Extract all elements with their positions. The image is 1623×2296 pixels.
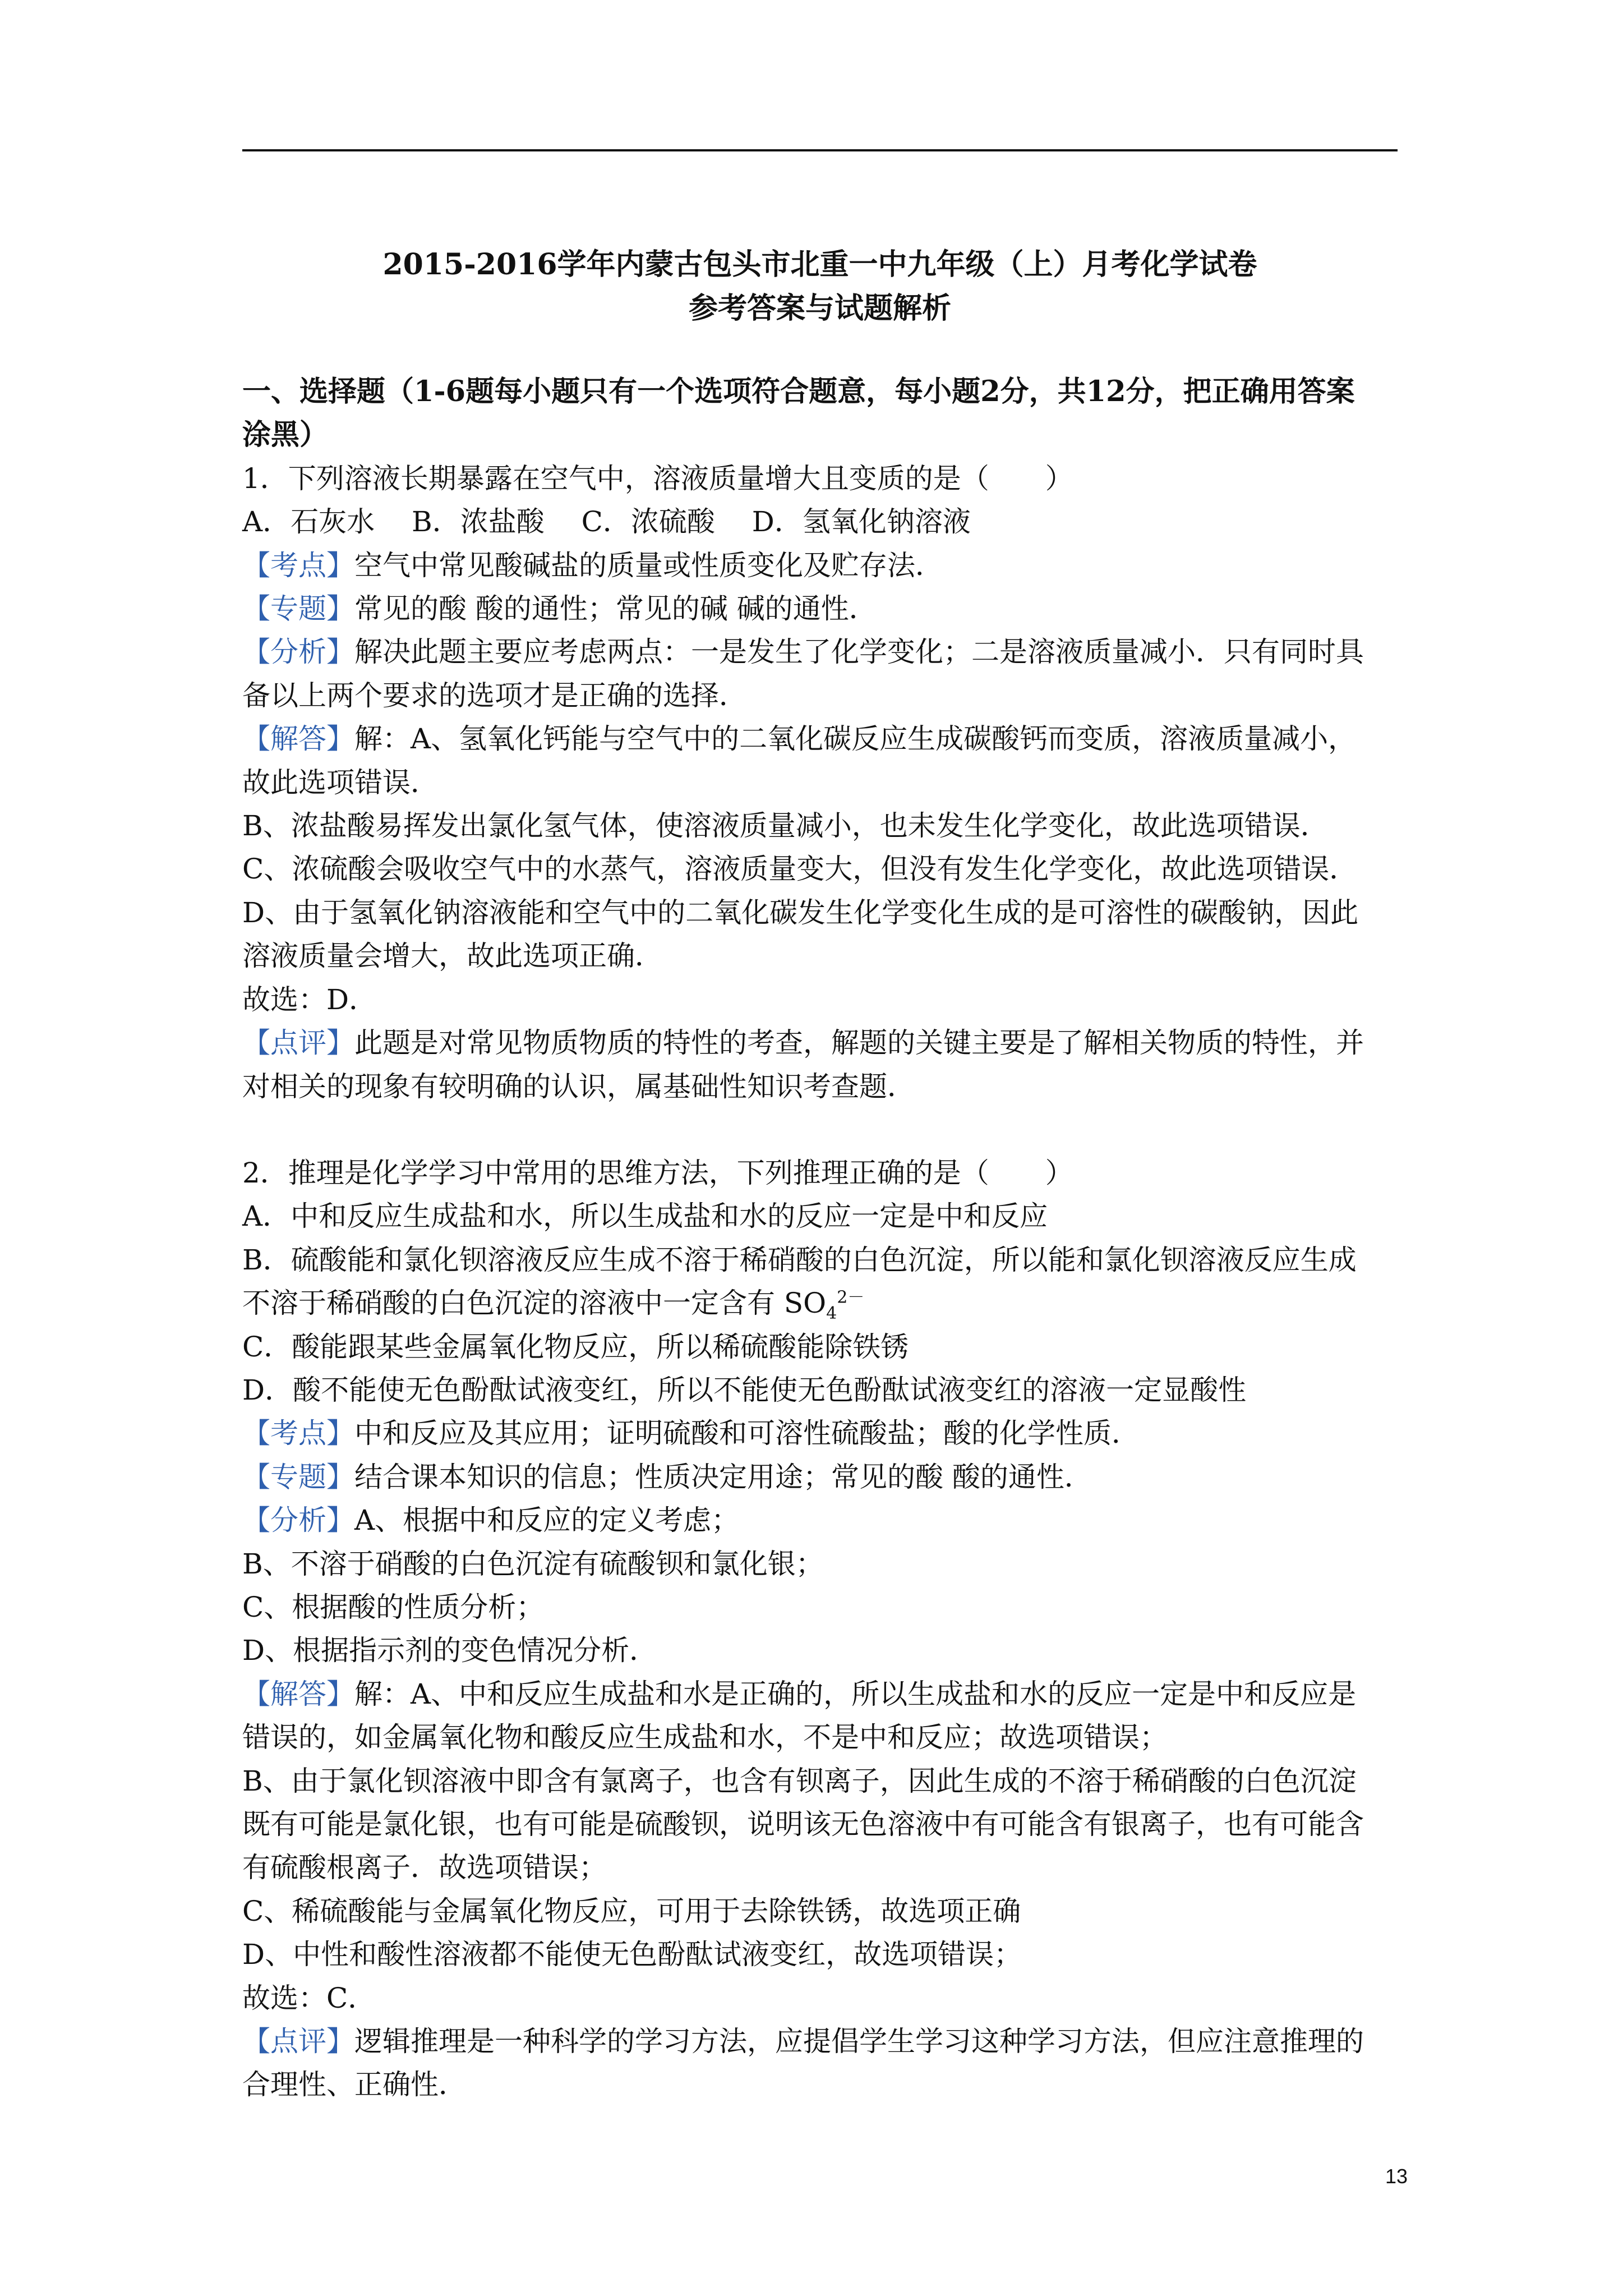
q1-kaodian (242, 544, 1400, 587)
q1-options: A．石灰水 B．浓盐酸 C．浓硫酸 D．氢氧化钠溶液 (242, 505, 971, 539)
zhuanti-tag: 【专题】 (242, 1460, 354, 1493)
q2-fenxi (242, 1499, 1400, 1542)
q1-fenxi (242, 631, 1400, 674)
q1-stem: 1．下列溶液长期暴露在空气中，溶液质量增大且变质的是（ ） (242, 462, 1073, 495)
q1-fenxi-text: 解决此题主要应考虑两点：一是发生了化学变化；二是溶液质量减小．只有同时具 (354, 636, 1364, 669)
header-rule (242, 149, 1398, 151)
section-heading-continued: 涂黑） (242, 418, 329, 452)
sulfate-subscript: 4 (826, 1304, 837, 1324)
q1-dianping-text: 此题是对常见物质物质的特性的考查，解题的关键主要是了解相关物质的特性，并 (354, 1027, 1364, 1060)
q2-jieda-line: 既有可能是氯化银，也有可能是硫酸钡，说明该无色溶液中有可能含有银离子，也有可能含 (242, 1808, 1364, 1841)
question-separator (242, 1108, 1400, 1152)
q2-stem: 2．推理是化学学习中常用的思维方法，下列推理正确的是（ ） (242, 1156, 1073, 1189)
fenxi-tag: 【分析】 (242, 636, 354, 669)
q2-zhuanti (242, 1456, 1400, 1499)
kaodian-tag: 【考点】 (242, 549, 354, 582)
page-number: 13 (1385, 2165, 1408, 2188)
q2-kaodian-text: 中和反应及其应用；证明硫酸和可溶性硫酸盐；酸的化学性质． (354, 1417, 1140, 1450)
q2-option-c: C．酸能跟某些金属氧化物反应，所以稀硫酸能除铁锈 (242, 1330, 909, 1363)
q1-kaodian-text: 空气中常见酸碱盐的质量或性质变化及贮存法． (354, 549, 943, 582)
q2-option-a: A．中和反应生成盐和水，所以生成盐和水的反应一定是中和反应 (242, 1200, 1048, 1233)
q2-fenxi-line: B、不溶于硝酸的白色沉淀有硫酸钡和氯化银； (242, 1547, 824, 1580)
q1-jieda (242, 717, 1400, 761)
q2-jieda-line: C、稀硫酸能与金属氧化物反应，可用于去除铁锈，故选项正确 (242, 1894, 1021, 1927)
q1-zhuanti (242, 587, 1400, 631)
q2-option-b-text: 不溶于稀硝酸的白色沉淀的溶液中一定含有 SO (242, 1287, 827, 1320)
q1-jieda-line: 故此选项错误． (242, 766, 439, 799)
q1-zhuanti-text: 常见的酸 酸的通性；常见的碱 碱的通性． (354, 592, 877, 625)
q2-jieda-line: D、中性和酸性溶液都不能使无色酚酞试液变红，故选项错误； (242, 1938, 1022, 1971)
document-subtitle: 参考答案与试题解析 (688, 291, 951, 325)
q2-fenxi-text: A、根据中和反应的定义考虑； (354, 1504, 740, 1537)
q1-fenxi-continued: 备以上两个要求的选项才是正确的选择． (242, 679, 747, 712)
q2-zhuanti-text: 结合课本知识的信息；性质决定用途；常见的酸 酸的通性． (354, 1460, 1092, 1493)
dianping-tag: 【点评】 (242, 2025, 354, 2058)
q1-dianping (242, 1022, 1400, 1065)
q1-dianping-continued: 对相关的现象有较明确的认识，属基础性知识考查题． (242, 1070, 915, 1103)
q2-jieda (242, 1673, 1400, 1716)
zhuanti-tag: 【专题】 (242, 592, 354, 625)
q1-jieda-line: C、浓硫酸会吸收空气中的水蒸气，溶液质量变大，但没有发生化学变化，故此选项错误． (242, 853, 1358, 886)
section-heading: 一、选择题（1-6题每小题只有一个选项符合题意，每小题2分，共12分，把正确用答案 (242, 375, 1355, 408)
dianping-tag: 【点评】 (242, 1027, 354, 1060)
fenxi-tag: 【分析】 (242, 1504, 354, 1537)
q2-fenxi-line: C、根据酸的性质分析； (242, 1590, 545, 1623)
q1-answer: 故选：D． (242, 983, 377, 1016)
q2-option-d: D．酸不能使无色酚酞试液变红，所以不能使无色酚酞试液变红的溶液一定显酸性 (242, 1373, 1247, 1406)
q2-option-b-continued (242, 1282, 1400, 1325)
q2-jieda-line: 有硫酸根离子．故选项错误； (242, 1851, 607, 1884)
jieda-tag: 【解答】 (242, 723, 354, 756)
q1-jieda-line: D、由于氢氧化钠溶液能和空气中的二氧化碳发生化学变化生成的是可溶性的碳酸钠，因此 (242, 896, 1359, 929)
jieda-tag: 【解答】 (242, 1677, 354, 1710)
sulfate-charge: 2－ (837, 1287, 865, 1308)
q2-jieda-line: 错误的，如金属氧化物和酸反应生成盐和水，不是中和反应；故选项错误； (242, 1721, 1168, 1754)
q2-dianping-continued: 合理性、正确性． (242, 2068, 467, 2101)
q2-dianping (242, 2020, 1400, 2063)
q2-option-b: B．硫酸能和氯化钡溶液反应生成不溶于稀硝酸的白色沉淀，所以能和氯化钡溶液反应生成 (242, 1243, 1357, 1276)
q2-fenxi-line: D、根据指示剂的变色情况分析． (242, 1634, 658, 1667)
q2-dianping-text: 逻辑推理是一种科学的学习方法，应提倡学生学习这种学习方法，但应注意推理的 (354, 2025, 1364, 2058)
q2-jieda-text: 解：A、中和反应生成盐和水是正确的，所以生成盐和水的反应一定是中和反应是 (354, 1677, 1357, 1710)
q2-kaodian (242, 1412, 1400, 1455)
document-body (242, 370, 1400, 2107)
q1-jieda-line: 溶液质量会增大，故此选项正确． (242, 940, 663, 973)
q1-jieda-line: B、浓盐酸易挥发出氯化氢气体，使溶液质量减小，也未发生化学变化，故此选项错误． (242, 809, 1329, 843)
document-title: 2015-2016学年内蒙古包头市北重一中九年级（上）月考化学试卷 (382, 247, 1257, 282)
q2-jieda-line: B、由于氯化钡溶液中即含有氯离子，也含有钡离子，因此生成的不溶于稀硝酸的白色沉淀 (242, 1764, 1357, 1797)
q2-answer: 故选：C． (242, 1981, 376, 2014)
q1-jieda-text: 解：A、氢氧化钙能与空气中的二氧化碳反应生成碳酸钙而变质，溶液质量减小， (354, 723, 1357, 756)
kaodian-tag: 【考点】 (242, 1417, 354, 1450)
